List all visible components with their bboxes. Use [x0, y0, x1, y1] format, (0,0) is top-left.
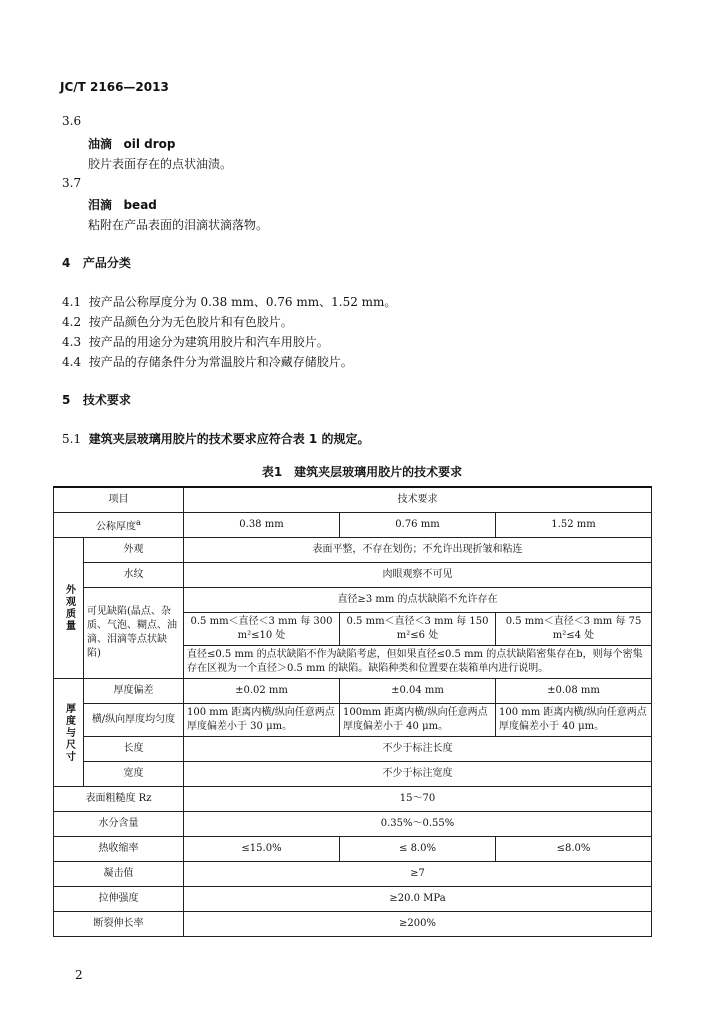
table-caption: 表1 建筑夹层玻璃用胶片的技术要求 [261, 465, 463, 479]
table-cell: ≤ 8.0% [340, 837, 496, 862]
table-row [54, 837, 652, 862]
table-cell: 0.35%～0.55% [184, 812, 652, 837]
section-number: 3.6 [62, 114, 82, 128]
table-row [54, 887, 652, 912]
item-text: 按产品的存储条件分为常温胶片和冷藏存储胶片。 [88, 355, 353, 369]
term [88, 135, 175, 152]
table-row [54, 538, 652, 563]
item-number: 4.3 [62, 335, 82, 349]
table-row [54, 704, 652, 737]
table-cell: 0.5 mm＜直径＜3 mm 每 75 m²≤4 处 [496, 613, 652, 646]
table-cell: 不少于标注长度 [184, 737, 652, 762]
spec-table [53, 486, 652, 937]
item-text: 按产品颜色分为无色胶片和有色胶片。 [88, 315, 293, 329]
section-heading [62, 254, 131, 271]
table-header-item: 项目 [54, 487, 184, 513]
section-title: 技术要求 [82, 393, 131, 407]
table-cell: 0.38 mm [184, 513, 340, 538]
list-item [62, 333, 329, 350]
row-label: 水纹 [84, 563, 184, 588]
item-text: 建筑夹层玻璃用胶片的技术要求应符合表 1 的规定。 [88, 432, 370, 446]
row-label: 凝击值 [54, 862, 184, 887]
section-number: 4 [62, 256, 71, 270]
row-label: 外观 [84, 538, 184, 563]
table-cell: 直径≤0.5 mm 的点状缺陷不作为缺陷考虑，但如果直径≤0.5 mm 的点状缺陷密集存在b，则每个密集存在区视为一个直径＞0.5 mm 的缺陷。缺陷种类和位置要在装箱单内进行说明。 [184, 646, 652, 679]
table-row [54, 787, 652, 812]
table-cell: ≥7 [184, 862, 652, 887]
row-label [54, 513, 184, 538]
group-label-size: 厚度与尺寸 [54, 679, 84, 787]
row-label: 可见缺陷(晶点、杂质、气泡、糊点、油滴、泪滴等点状缺陷) [84, 588, 184, 679]
table-cell: 肉眼观察不可见 [184, 563, 652, 588]
table-cell: ≤8.0% [496, 837, 652, 862]
row-label: 拉伸强度 [54, 887, 184, 912]
list-item [62, 313, 293, 330]
table-cell: ≥20.0 MPa [184, 887, 652, 912]
term-en: oil drop [123, 137, 176, 151]
term [88, 196, 157, 213]
table-cell: ≤15.0% [184, 837, 340, 862]
list-item [62, 430, 369, 447]
table-row [54, 588, 652, 613]
table-cell: 0.76 mm [340, 513, 496, 538]
row-label: 长度 [84, 737, 184, 762]
table-row [54, 679, 652, 704]
table-row [54, 812, 652, 837]
row-label: 水分含量 [54, 812, 184, 837]
section-number: 3.7 [62, 176, 82, 190]
table-cell: 100mm 距离内横/纵向任意两点厚度偏差小于 40 μm。 [340, 704, 496, 737]
item-number: 5.1 [62, 432, 82, 446]
page-number: 2 [75, 968, 83, 982]
section-title: 产品分类 [82, 256, 131, 270]
item-text: 按产品的用途分为建筑用胶片和汽车用胶片。 [88, 335, 329, 349]
group-label-appearance: 外观质量 [54, 538, 84, 679]
table-cell: 0.5 mm＜直径＜3 mm 每 300 m²≤10 处 [184, 613, 340, 646]
table-row [54, 862, 652, 887]
table-row [54, 563, 652, 588]
table-cell: ±0.04 mm [340, 679, 496, 704]
term-cn: 油滴 [88, 137, 113, 151]
table-cell: 0.5 mm＜直径＜3 mm 每 150 m²≤6 处 [340, 613, 496, 646]
document-header: JC/T 2166—2013 [60, 80, 169, 94]
table-cell: ±0.08 mm [496, 679, 652, 704]
table-cell: 不少于标注宽度 [184, 762, 652, 787]
row-label: 热收缩率 [54, 837, 184, 862]
row-label: 表面粗糙度 Rz [54, 787, 184, 812]
row-label: 宽度 [84, 762, 184, 787]
table-cell: 表面平整，不存在划伤；不允许出现折皱和粘连 [184, 538, 652, 563]
thickness-label: 公称厚度 [96, 521, 137, 533]
table-cell: 100 mm 距离内横/纵向任意两点厚度偏差小于 30 μm。 [184, 704, 340, 737]
footnote-marker: a [136, 517, 141, 528]
item-text: 按产品公称厚度分为 0.38 mm、0.76 mm、1.52 mm。 [88, 295, 397, 309]
table-row [54, 762, 652, 787]
row-label: 横/纵向厚度均匀度 [84, 704, 184, 737]
table-cell: 100 mm 距离内横/纵向任意两点厚度偏差小于 40 μm。 [496, 704, 652, 737]
table-cell: ±0.02 mm [184, 679, 340, 704]
item-number: 4.4 [62, 355, 82, 369]
definition: 粘附在产品表面的泪滴状滴落物。 [88, 218, 269, 232]
section-number: 5 [62, 393, 71, 407]
row-label: 断裂伸长率 [54, 912, 184, 937]
table-cell: ≥200% [184, 912, 652, 937]
list-item [62, 353, 353, 370]
item-number: 4.2 [62, 315, 82, 329]
term-en: bead [123, 198, 157, 212]
table-row [54, 737, 652, 762]
section-heading [62, 391, 131, 408]
table-header-requirement: 技术要求 [184, 487, 652, 513]
term-cn: 泪滴 [88, 198, 113, 212]
table-cell: 1.52 mm [496, 513, 652, 538]
list-item [62, 293, 396, 310]
table-cell: 15～70 [184, 787, 652, 812]
table-row [54, 487, 652, 513]
table-cell: 直径≥3 mm 的点状缺陷不允许存在 [184, 588, 652, 613]
row-label: 厚度偏差 [84, 679, 184, 704]
item-number: 4.1 [62, 295, 82, 309]
definition: 胶片表面存在的点状油渍。 [88, 157, 233, 171]
table-row [54, 513, 652, 538]
table-row [54, 912, 652, 937]
